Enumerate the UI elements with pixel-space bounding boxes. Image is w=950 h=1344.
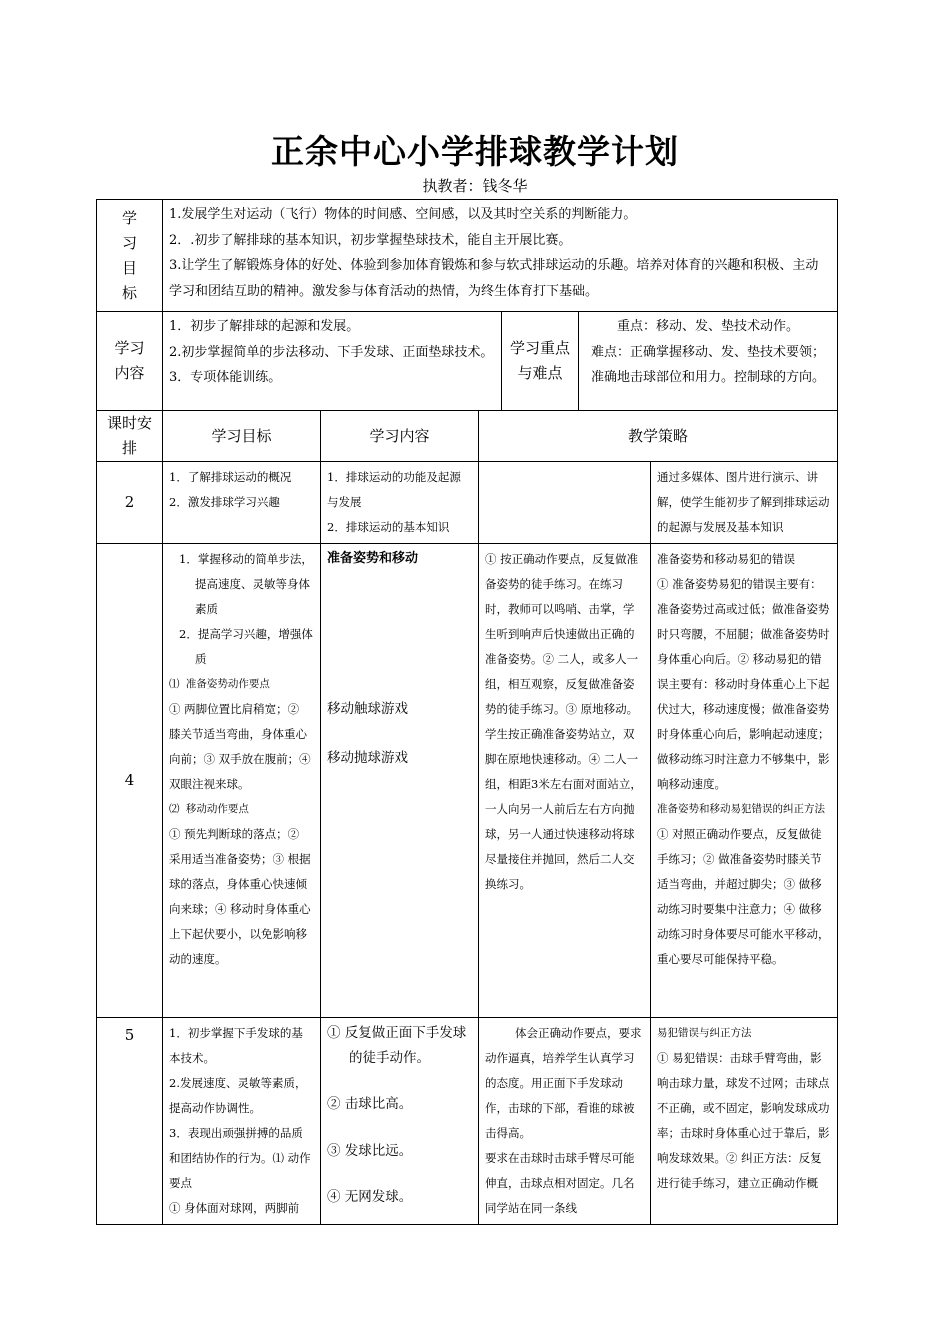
content-cell: [163, 312, 502, 411]
header-strategy: 教学策略: [479, 411, 838, 462]
content-line: 1．初步了解排球的起源和发展。: [169, 319, 360, 334]
content-item: 1．排球运动的功能及起源与发展: [327, 470, 461, 509]
key-line: 难点：正确掌握移动、发、垫技术要领；准确地击球部位和用力。控制球的方向。: [590, 344, 825, 385]
goal-text: ① 两脚位置比肩稍宽；② 膝关节适当弯曲，身体重心向前；③ 双手放在腹前；④ 双眼注视来球。: [169, 702, 311, 791]
goal-text: ① 预先判断球的落点；② 采用适当准备姿势；③ 根据球的落点，身体重心快速倾向来球；④ 移动时身体重心上下起伏要小，以免影响移动的速度。: [169, 827, 311, 966]
header-row: [97, 411, 838, 462]
content-item: ③ 发球比远。: [327, 1142, 413, 1159]
content-item: ④ 无网发球。: [327, 1189, 413, 1205]
content-table: [96, 311, 838, 411]
table-row: [97, 1018, 838, 1225]
key-line: 重点：移动、发、垫技术动作。: [616, 319, 799, 334]
table-row: [97, 462, 838, 544]
row-goals: 1．初步掌握下手发球的基本技术。 2.发展速度、灵敏等素质，提高动作协调性。 3．表现出顽强拼搏的品质和团结协作的行为。⑴ 动作要点 ① 身体面对球网，两脚前: [163, 1018, 321, 1225]
key-cell: [579, 312, 838, 411]
strategy-text: ① 准备姿势易犯的错误主要有：准备姿势过高或过低；做准备姿势时只弯腰，不屈腿；做准备姿势时身体重心向后。② 移动易犯的错误主要有：移动时身体重心上下起伏过大，移动速度慢；做准备姿势时身体重心向后，影响起动速度；做移动练习时注意力不够集中，影响移动速度。: [657, 577, 830, 791]
row-strategy-a: [479, 462, 651, 544]
goal-line: 3.让学生了解锻炼身体的好处、体验到参加体育锻炼和参与软式排球运动的乐趣。培养对体育的兴趣和积极、主动学习和团结互助的精神。激发参与体育活动的热情，为终生体育打下基础。: [169, 258, 819, 299]
goal-item: 1．了解排球运动的概况: [169, 470, 292, 484]
row-strategy-a: 体会正确动作要点，要求动作逼真，培养学生认真学习的态度。用正面下手发球动作，击球的下部，看谁的球被击得高。 要求在击球时击球手臂尽可能伸直，击球点相对固定。几名同学站在同一条线: [479, 1018, 651, 1225]
goal-item: 2．激发排球学习兴趣: [169, 495, 280, 509]
row-goals: [163, 544, 321, 1018]
row-strategy-b: [651, 1018, 838, 1225]
header-content: 学习内容: [321, 411, 479, 462]
strategy-title: 易犯错误与纠正方法: [657, 1027, 752, 1039]
content-item: 移动抛球游戏: [327, 750, 408, 766]
key-label: 学习重点 与难点: [502, 312, 579, 411]
row-hours: 4: [97, 544, 163, 1018]
content-item: ② 击球比高。: [327, 1096, 413, 1112]
row-goals: [163, 462, 321, 544]
goal-item: 2．提高学习兴趣，增强体质: [179, 627, 313, 666]
goal-subheading: ⑵ 移动动作要点: [169, 803, 249, 815]
row-content: [321, 1018, 479, 1225]
row-content: [321, 462, 479, 544]
schedule-table: [96, 410, 838, 1225]
content-line: 2.初步掌握简单的步法移动、下手发球、正面垫球技术。: [169, 344, 494, 360]
strategy-subheading: 准备姿势和移动易犯错误的纠正方法: [657, 803, 825, 815]
row-strategy-b: [651, 544, 838, 1018]
goal-line: 1.发展学生对运动（飞行）物体的时间感、空间感，以及其时空关系的判断能力。: [169, 207, 637, 222]
row-content: [321, 544, 479, 1018]
strategy-title: 准备姿势和移动易犯的错误: [657, 552, 795, 566]
content-title: 准备姿势和移动: [327, 551, 419, 566]
goals-label: 学 习 目 标: [97, 200, 163, 312]
content-line: 3．专项体能训练。: [169, 370, 282, 385]
strategy-text: ① 易犯错误：击球手臂弯曲，影响击球力量，球发不过网；击球点不正确，或不固定，影响发球成功率；击球时身体重心过于靠后，影响发球效果。② 纠正方法：反复进行徒手练习，建立正确动作概: [657, 1051, 830, 1190]
row-hours: 2: [97, 462, 163, 544]
goals-table: [96, 199, 838, 312]
table-row: [97, 544, 838, 1018]
row-strategy-b: 通过多媒体、图片进行演示、讲解，使学生能初步了解到排球运动的起源与发展及基本知识: [651, 462, 838, 544]
goal-line: 2．.初步了解排球的基本知识，初步掌握垫球技术，能自主开展比赛。: [169, 232, 572, 248]
content-item: 移动触球游戏: [327, 700, 408, 717]
content-label: 学习 内容: [97, 312, 163, 411]
document-title: 正余中心小学排球教学计划: [271, 132, 679, 171]
row-strategy-a: ① 按正确动作要点，反复做准备姿势的徒手练习。在练习时，教师可以鸣哨、击掌，学生听到响声后快速做出正确的准备姿势。② 二人，或多人一组，相互观察，反复做准备姿势的徒手练习。③ 原地移动。学生按正确准备姿势站立，双脚在原地快速移动。④ 二人一组，相距3米左右面对面站立，一人向另一人前后左右方向抛球，另一人通过快速移动将球尽量接住并抛回，然后二人交换练习。: [479, 544, 651, 1018]
row-hours: 5: [97, 1018, 163, 1225]
author-line: 执教者：钱冬华: [422, 177, 528, 195]
header-goals: 学习目标: [163, 411, 321, 462]
goal-item: 1．掌握移动的简单步法，提高速度、灵敏等身体素质: [179, 552, 313, 616]
content-item: 2．排球运动的基本知识: [327, 520, 450, 534]
goal-subheading: ⑴ 准备姿势动作要点: [169, 678, 270, 690]
content-item: ① 反复做正面下手发球的徒手动作。: [327, 1025, 467, 1066]
header-hours: 课时安排: [97, 411, 163, 462]
strategy-text: ① 对照正确动作要点，反复做徒手练习；② 做准备姿势时膝关节适当弯曲，并超过脚尖；③ 做移动练习时要集中注意力；④ 做移动练习时身体要尽可能水平移动，重心要尽可能保持平稳。: [657, 827, 830, 966]
goals-cell: [163, 200, 838, 312]
